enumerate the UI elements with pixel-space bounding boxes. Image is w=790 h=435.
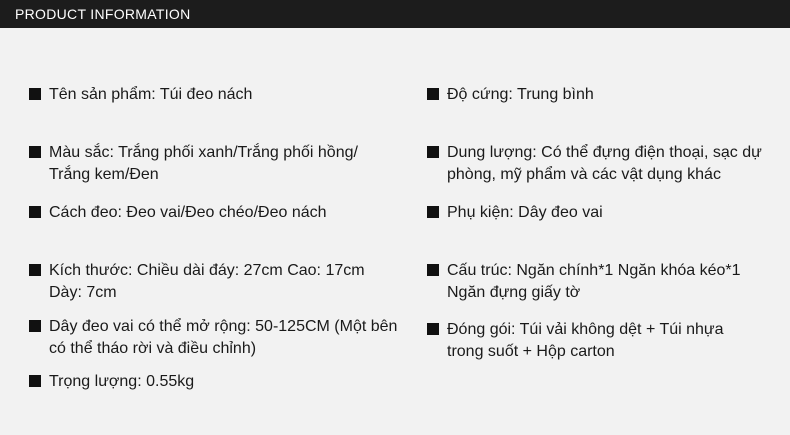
spec-line: Ngăn đựng giấy tờ	[447, 284, 581, 301]
square-bullet-icon	[29, 320, 41, 332]
spec-item-dimensions	[29, 260, 365, 304]
spec-line: có thể tháo rời và điều chỉnh)	[49, 340, 257, 357]
spec-line: Dây đeo vai có thể mở rộng: 50-125CM (Một bên	[49, 318, 398, 335]
header-bar	[0, 0, 790, 28]
square-bullet-icon	[427, 206, 439, 218]
spec-item-accessories	[427, 202, 603, 224]
square-bullet-icon	[427, 146, 439, 158]
spec-line: Tên sản phẩm: Túi đeo nách	[49, 86, 253, 103]
square-bullet-icon	[29, 146, 41, 158]
spec-line: Đóng gói: Túi vải không dệt + Túi nhựa	[447, 321, 724, 338]
square-bullet-icon	[29, 206, 41, 218]
spec-item-weight	[29, 371, 194, 393]
spec-line: Dung lượng: Có thể đựng điện thoại, sạc dự	[447, 144, 762, 161]
spec-item-hardness	[427, 84, 594, 106]
spec-line: Dày: 7cm	[49, 284, 117, 301]
spec-item-carry-style	[29, 202, 327, 224]
square-bullet-icon	[427, 264, 439, 276]
square-bullet-icon	[427, 323, 439, 335]
spec-line: Cách đeo: Đeo vai/Đeo chéo/Đeo nách	[49, 204, 327, 221]
spec-line: Trọng lượng: 0.55kg	[49, 373, 195, 390]
spec-line: Độ cứng: Trung bình	[447, 86, 594, 103]
spec-line: Phụ kiện: Dây đeo vai	[447, 204, 603, 221]
square-bullet-icon	[427, 88, 439, 100]
spec-line: Cấu trúc: Ngăn chính*1 Ngăn khóa kéo*1	[447, 262, 741, 279]
spec-item-color	[29, 142, 358, 186]
spec-line: phòng, mỹ phẩm và các vật dụng khác	[447, 166, 721, 183]
spec-line: Màu sắc: Trắng phối xanh/Trắng phối hồng/	[49, 144, 358, 161]
square-bullet-icon	[29, 88, 41, 100]
section-title: PRODUCT INFORMATION	[15, 6, 191, 22]
spec-item-product-name	[29, 84, 252, 106]
spec-item-structure	[427, 260, 741, 304]
square-bullet-icon	[29, 375, 41, 387]
square-bullet-icon	[29, 264, 41, 276]
spec-item-packaging	[427, 319, 724, 363]
spec-item-strap	[29, 316, 397, 360]
spec-line: Trắng kem/Đen	[49, 166, 159, 183]
spec-line: trong suốt + Hộp carton	[447, 343, 615, 360]
spec-item-capacity	[427, 142, 762, 186]
spec-line: Kích thước: Chiều dài đáy: 27cm Cao: 17cm	[49, 262, 365, 279]
